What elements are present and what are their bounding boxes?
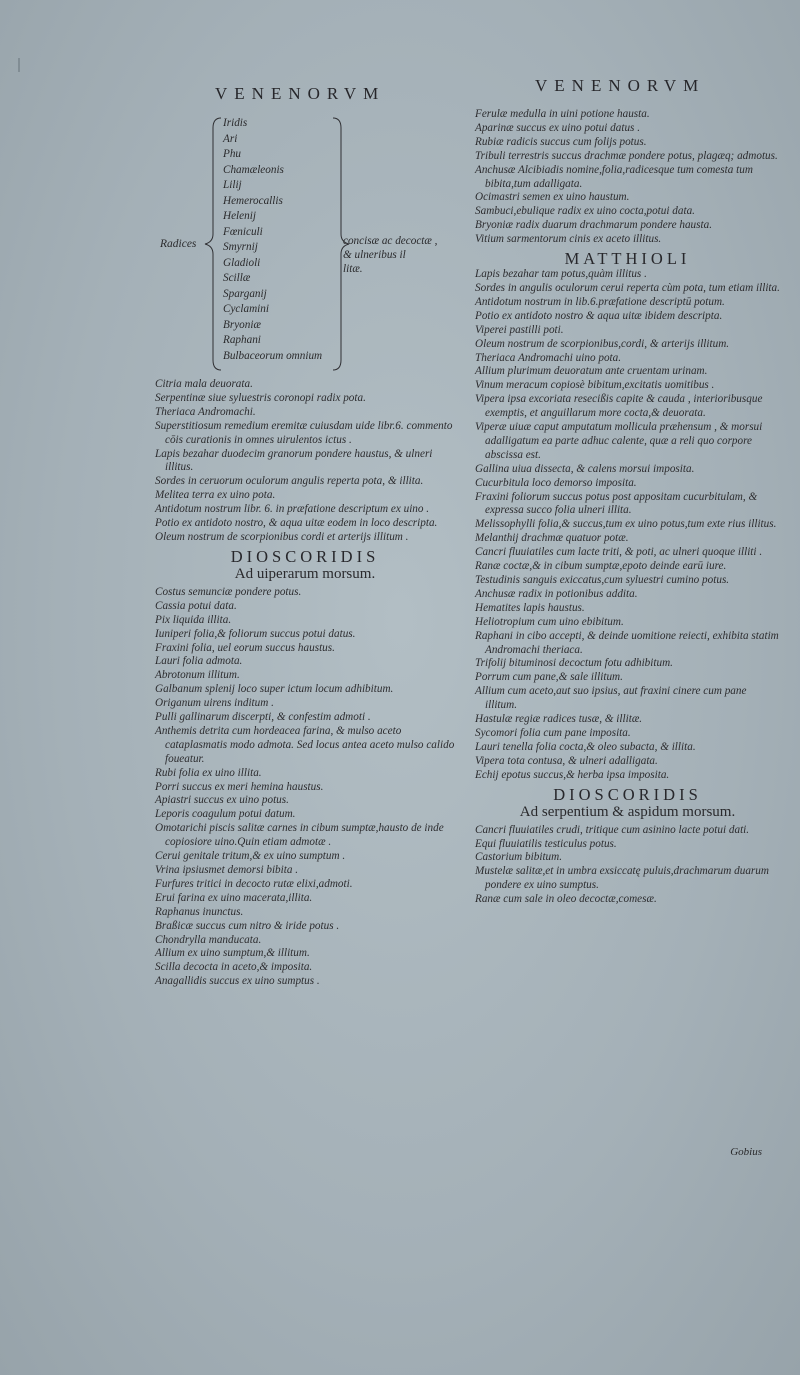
remedy-entry: Superstitiosum remedium eremitæ cuiusdam uide libr.6. commento cōis curationis in omnes uirulentos ictus . <box>155 419 453 446</box>
root-item: Bryoniæ <box>223 318 261 331</box>
remedy-entry: Apiastri succus ex uino potus. <box>155 794 289 807</box>
left-section-subtitle: Ad uiperarum morsum. <box>234 565 376 582</box>
root-item: Raphani <box>223 334 261 346</box>
remedy-entry: Raphanus inunctus. <box>155 905 244 918</box>
remedy-entry: Testudinis sanguis exiccatus,cum syluestri cumino potus. <box>475 574 730 586</box>
left-column-text <box>155 378 455 989</box>
remedy-entry: Gallina uiua dissecta, & calens morsui imposita. <box>475 462 695 475</box>
right-section-title-1: MATTHIOLI <box>564 249 691 269</box>
remedy-entry: Allium plurimum deuoratum ante cruentam urinam. <box>475 365 708 378</box>
remedy-entry: Ranæ coctæ,& in cibum sumptæ,epoto deinde earū iure. <box>475 560 727 573</box>
root-item: Cyclamini <box>223 303 269 315</box>
right-entries-b <box>475 268 780 783</box>
root-item: Chamæleonis <box>223 163 284 176</box>
remedy-entry: Braßicæ succus cum nitro & iride potus . <box>155 919 340 932</box>
remedy-entry: Ranæ cum sale in oleo decoctæ,comesæ. <box>475 893 657 906</box>
remedy-entry: Vinum meracum copiosè bibitum,excitatis uomitibus . <box>475 379 715 392</box>
remedy-entry: Vrina ipsiusmet demorsi bibita . <box>155 864 299 876</box>
remedy-entry: Tribuli terrestris succus drachmæ pondere potus, plagæq; admotus. <box>475 149 778 162</box>
remedy-entry: Abrotonum illitum. <box>155 669 240 682</box>
root-item: Bulbaceorum omnium <box>223 349 323 362</box>
left-entries-a <box>155 378 455 545</box>
roots-note-line: litæ. <box>343 263 363 275</box>
remedy-entry: Trifolij bituminosi decoctum fotu adhibitum. <box>475 657 673 670</box>
left-entries-b <box>155 586 455 989</box>
remedy-entry: Serpentinæ siue syluestris coronopi radix pota. <box>155 391 366 404</box>
remedy-entry: Melanthij drachmæ quatuor potæ. <box>475 532 629 545</box>
running-header-left: VENENORVM <box>215 84 386 103</box>
root-item: Scillæ <box>223 272 251 284</box>
remedy-entry: Iuniperi folia,& foliorum succus potui datus. <box>155 627 356 640</box>
running-header-right: VENENORVM <box>535 76 706 95</box>
remedy-entry: Rubiæ radicis succus cum folijs potus. <box>475 135 647 148</box>
remedy-entry: Cucurbitula loco demorso imposita. <box>475 476 637 489</box>
remedy-entry: Ocimastri semen ex uino haustum. <box>475 191 630 204</box>
remedy-entry: Echij epotus succus,& herba ipsa imposita. <box>475 768 670 781</box>
remedy-entry: Heliotropium cum uino ebibitum. <box>475 615 624 628</box>
remedy-entry: Cancri fluuiatiles crudi, tritique cum asinino lacte potui dati. <box>475 823 750 836</box>
roots-note-line: & ulneribus il <box>343 249 406 261</box>
remedy-entry: Allium cum aceto,aut suo ipsius, aut fraxini cinere cum pane illitum. <box>475 685 747 712</box>
root-item: Fœniculi <box>223 225 263 238</box>
left-section-title: DIOSCORIDIS <box>230 546 380 566</box>
remedy-entry: Mustelæ salitæ,et in umbra exsiccatę puluis,drachmarum duarum pondere ex uino sumptus. <box>475 865 769 892</box>
remedy-entry: Raphani in cibo accepti, & deinde uomitione reiecti, exhibita statim Andromachi theriaca. <box>475 629 779 656</box>
remedy-entry: Lauri folia admota. <box>155 655 243 668</box>
remedy-entry: Cancri fluuiatiles cum lacte triti, & poti, ac ulneri quoque illiti . <box>475 546 763 559</box>
root-item: Gladioli <box>223 256 261 269</box>
remedy-entry: Potio ex antidoto nostro, & aqua uitæ eodem in loco descripta. <box>155 517 438 530</box>
root-item: Sparganij <box>223 287 267 300</box>
remedy-entry: Antidotum nostrum libr. 6. in præfatione descriptum ex uino . <box>155 503 430 516</box>
remedy-entry: Furfures tritici in decocto rutæ elixi,admoti. <box>155 877 353 890</box>
remedy-entry: Erui farina ex uino macerata,illita. <box>155 891 313 904</box>
root-item: Smyrnij <box>223 241 258 253</box>
remedy-entry: Anthemis detrita cum hordeacea farina, & mulso aceto cataplasmatis modo admota. Sed locus antea aceto mulso calido foueatur. <box>155 724 455 765</box>
remedy-entry: Rubi folia ex uino illita. <box>155 766 262 779</box>
remedy-entry: Costus semunciæ pondere potus. <box>155 585 302 598</box>
remedy-entry: Chondrylla manducata. <box>155 933 262 946</box>
remedy-entry: Leporis coagulum potui datum. <box>155 808 296 821</box>
remedy-entry: Ferulæ medulla in uini potione hausta. <box>475 108 650 120</box>
remedy-entry: Theriaca Andromachi. <box>155 405 256 418</box>
remedy-entry: Viperæ uiuæ caput amputatum mollicula præhensum , & morsui adalligatum ea parte adhuc calente, quæ a reli quo corpore abscissa est. <box>475 421 763 461</box>
remedy-entry: Vitium sarmentorum cinis ex aceto illitus. <box>475 233 662 246</box>
right-section-title-2: DIOSCORIDIS <box>553 784 702 804</box>
roots-note <box>343 234 453 276</box>
remedy-entry: Lauri tenella folia cocta,& oleo subacta, & illita. <box>475 740 696 753</box>
remedy-entry: Sordes in angulis oculorum cerui reperta cùm pota, tum etiam illita. <box>475 281 780 294</box>
remedy-entry: Lapis bezahar tam potus,quàm illitus . <box>475 268 647 281</box>
remedy-entry: Oleum nostrum de scorpionibus cordi et arterijs illitum . <box>155 530 409 543</box>
remedy-entry: Fraxini folia, uel eorum succus haustus. <box>155 641 335 654</box>
remedy-entry: Cerui genitale tritum,& ex uino sumptum . <box>155 850 346 863</box>
remedy-entry: Fraxini foliorum succus potus post appositam cucurbitulam, & expressa succo folia ulneri illita. <box>475 490 758 517</box>
root-item: Ari <box>223 132 238 145</box>
remedy-entry: Aparinæ succus ex uino potui datus . <box>475 121 641 134</box>
remedy-entry: Scilla decocta in aceto,& imposita. <box>155 961 313 974</box>
root-item: Iridis <box>223 117 248 129</box>
remedy-entry: Galbanum splenij loco super ictum locum adhibitum. <box>155 683 394 696</box>
remedy-entry: Melitea terra ex uino pota. <box>155 489 276 502</box>
remedy-entry: Castorium bibitum. <box>475 851 563 864</box>
remedy-entry: Potio ex antidoto nostro & aqua uitæ ibidem descripta. <box>475 309 723 322</box>
remedy-entry: Vipera ipsa excoriata resecißis capite & cauda , interioribusque exemptis, et anguillarum more cocta,& deuorata. <box>475 393 763 420</box>
remedy-entry: Antidotum nostrum in lib.6.præfatione descriptū potum. <box>475 295 725 308</box>
root-item: Phu <box>223 148 242 160</box>
remedy-entry: Origanum uirens inditum . <box>155 697 274 710</box>
catchword: Gobius <box>730 1146 762 1158</box>
remedy-entry: Melissophylli folia,& succus,tum ex uino potus,tum exte rius illitus. <box>475 518 777 531</box>
roots-list <box>223 116 322 364</box>
remedy-entry: Sordes in ceruorum oculorum angulis reperta pota, & illita. <box>155 475 424 488</box>
remedy-entry: Oleum nostrum de scorpionibus,cordi, & arterijs illitum. <box>475 337 730 350</box>
root-item: Lilij <box>223 179 242 191</box>
remedy-entry: Porri succus ex meri hemina haustus. <box>155 780 324 793</box>
remedy-entry: Cassia potui data. <box>155 599 237 612</box>
remedy-entry: Sycomori folia cum pane imposita. <box>475 726 631 739</box>
roots-block <box>155 116 455 378</box>
remedy-entry: Equi fluuiatilis testiculus potus. <box>475 837 617 850</box>
remedy-entry: Pulli gallinarum discerpti, & confestim admoti . <box>155 711 371 724</box>
remedy-entry: Anchusæ radix in potionibus addita. <box>475 587 638 600</box>
margin-mark <box>18 58 20 72</box>
root-item: Hemerocallis <box>223 194 283 207</box>
right-column-text <box>475 108 780 907</box>
right-section-subtitle-2: Ad serpentium & aspidum morsum. <box>519 803 736 820</box>
right-entries-a <box>475 108 780 247</box>
remedy-entry: Sambuci,ebulique radix ex uino cocta,potui data. <box>475 205 695 218</box>
remedy-entry: Allium ex uino sumptum,& illitum. <box>155 947 310 960</box>
right-entries-c <box>475 824 780 907</box>
root-item: Helenij <box>223 210 256 222</box>
remedy-entry: Hastulæ regiæ radices tusæ, & illitæ. <box>475 713 643 726</box>
roots-note-line: concisæ ac decoctæ , <box>343 235 438 247</box>
remedy-entry: Lapis bezahar duodecim granorum pondere haustus, & ulneri illitus. <box>155 447 433 474</box>
remedy-entry: Bryoniæ radix duarum drachmarum pondere hausta. <box>475 219 712 232</box>
remedy-entry: Theriaca Andromachi uino pota. <box>475 351 622 364</box>
remedy-entry: Pix liquida illita. <box>155 613 232 626</box>
remedy-entry: Omotarichi piscis salitæ carnes in cibum sumptæ,hausto de inde copiosiore uino.Quin etiam admotæ . <box>155 822 444 849</box>
remedy-entry: Anchusæ Alcibiadis nomine,folia,radicesque tum comesta tum bibita,tum adalligata. <box>475 163 753 190</box>
remedy-entry: Citria mala deuorata. <box>155 378 253 390</box>
remedy-entry: Viperei pastilli poti. <box>475 323 564 336</box>
remedy-entry: Porrum cum pane,& sale illitum. <box>475 671 623 684</box>
remedy-entry: Hematites lapis haustus. <box>475 601 585 614</box>
remedy-entry: Vipera tota contusa, & ulneri adalligata. <box>475 754 658 767</box>
roots-label: Radices <box>160 238 197 250</box>
remedy-entry: Anagallidis succus ex uino sumptus . <box>155 975 320 988</box>
